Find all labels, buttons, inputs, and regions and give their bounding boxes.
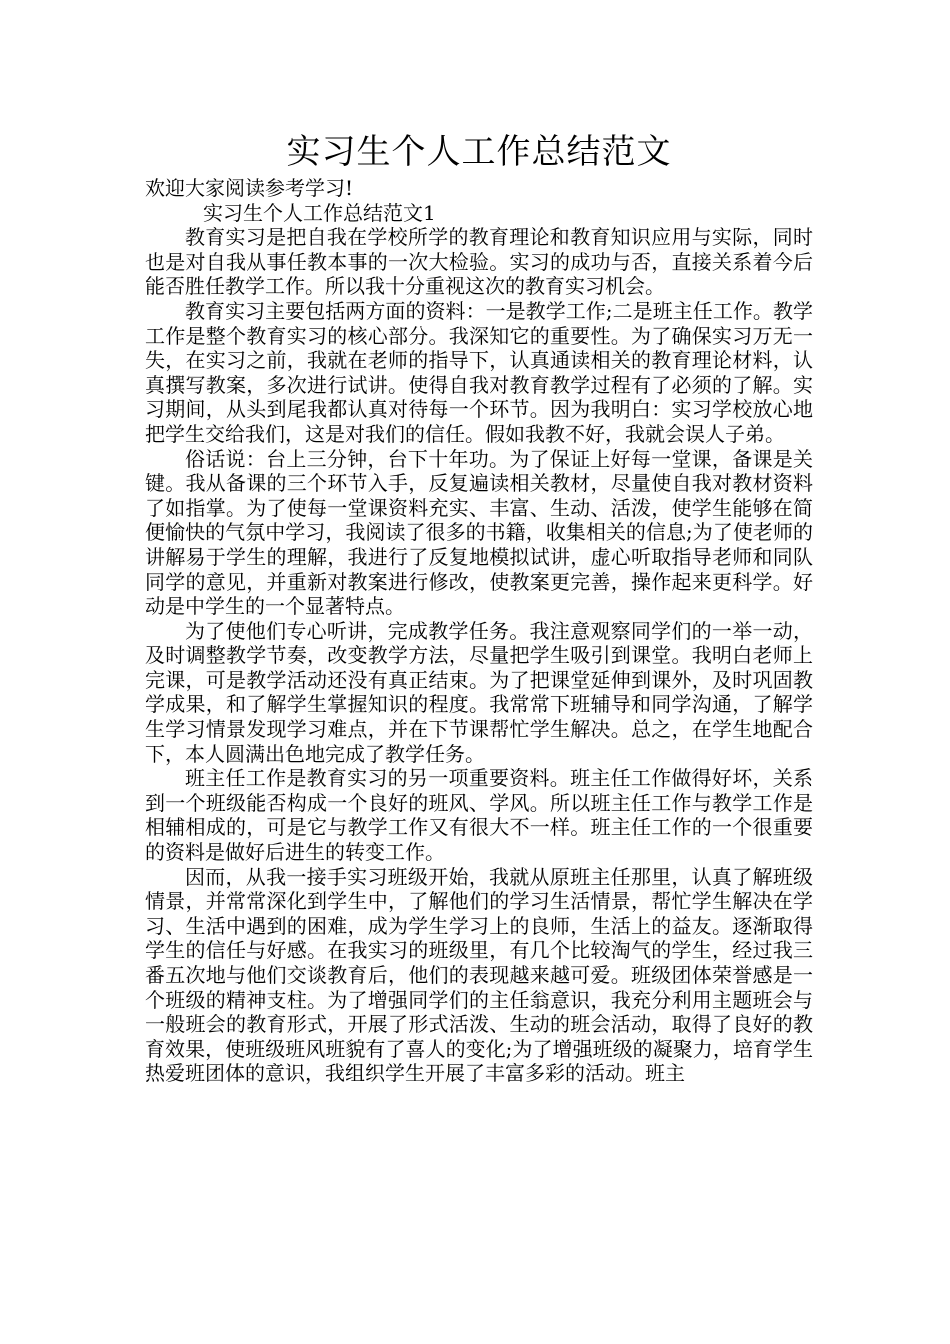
paragraph-1: 教育实习是把自我在学校所学的教育理论和教育知识应用与实际，同时也是对自我从事任教本事的一次大检验。实习的成功与否，直接关系着今后能否胜任教学工作。所以我十分重视这次的教育实习机会。	[145, 225, 813, 299]
document-title: 实习生个人工作总结范文	[286, 132, 672, 172]
section-subtitle: 实习生个人工作总结范文1	[203, 200, 436, 225]
paragraph-6: 因而，从我一接手实习班级开始，我就从原班主任那里，认真了解班级情景，并常常深化到学生中，了解他们的学习生活情景，帮忙学生解决在学习、生活中遇到的困难，成为学生学习上的良师，生活上的益友。逐渐取得学生的信任与好感。在我实习的班级里，有几个比较淘气的学生，经过我三番五次地与他们交谈教育后，他们的表现越来越可爱。班级团体荣誉感是一个班级的精神支柱。为了增强同学们的主任翁意识，我充分利用主题班会与一般班会的教育形式，开展了形式活泼、生动的班会活动，取得了良好的教育效果，使班级班风班貌有了喜人的变化;为了增强班级的凝聚力，培育学生热爱班团体的意识，我组织学生开展了丰富多彩的活动。班主	[145, 864, 813, 1086]
document-page	[145, 128, 813, 1086]
greeting-line: 欢迎大家阅读参考学习!	[145, 176, 354, 200]
document-body	[145, 176, 813, 1086]
paragraph-3: 俗话说：台上三分钟，台下十年功。为了保证上好每一堂课，备课是关键。我从备课的三个环节入手，反复遍读相关教材，尽量使自我对教材资料了如指掌。为了使每一堂课资料充实、丰富、生动、活泼，使学生能够在简便愉快的气氛中学习，我阅读了很多的书籍，收集相关的信息;为了使老师的讲解易于学生的理解，我进行了反复地模拟试讲，虚心听取指导老师和同队同学的意见，并重新对教案进行修改，使教案更完善，操作起来更科学。好动是中学生的一个显著特点。	[145, 446, 813, 619]
paragraph-5: 班主任工作是教育实习的另一项重要资料。班主任工作做得好坏，关系到一个班级能否构成一个良好的班风、学风。所以班主任工作与教学工作是相辅相成的，可是它与教学工作又有很大不一样。班主任工作的一个很重要的资料是做好后进生的转变工作。	[145, 766, 813, 865]
paragraph-2: 教育实习主要包括两方面的资料：一是教学工作;二是班主任工作。教学工作是整个教育实习的核心部分。我深知它的重要性。为了确保实习万无一失，在实习之前，我就在老师的指导下，认真通读相关的教育理论材料，认真撰写教案，多次进行试讲。使得自我对教育教学过程有了必须的了解。实习期间，从头到尾我都认真对待每一个环节。因为我明白：实习学校放心地把学生交给我们，这是对我们的信任。假如我教不好，我就会误人子弟。	[145, 298, 813, 446]
paragraph-4: 为了使他们专心听讲，完成教学任务。我注意观察同学们的一举一动，及时调整教学节奏，改变教学方法，尽量把学生吸引到课堂。我明白老师上完课，可是教学活动还没有真正结束。为了把课堂延伸到课外，及时巩固教学成果，和了解学生掌握知识的程度。我常常下班辅导和同学沟通，了解学生学习情景发现学习难点，并在下节课帮忙学生解决。总之，在学生地配合下，本人圆满出色地完成了教学任务。	[145, 618, 813, 766]
